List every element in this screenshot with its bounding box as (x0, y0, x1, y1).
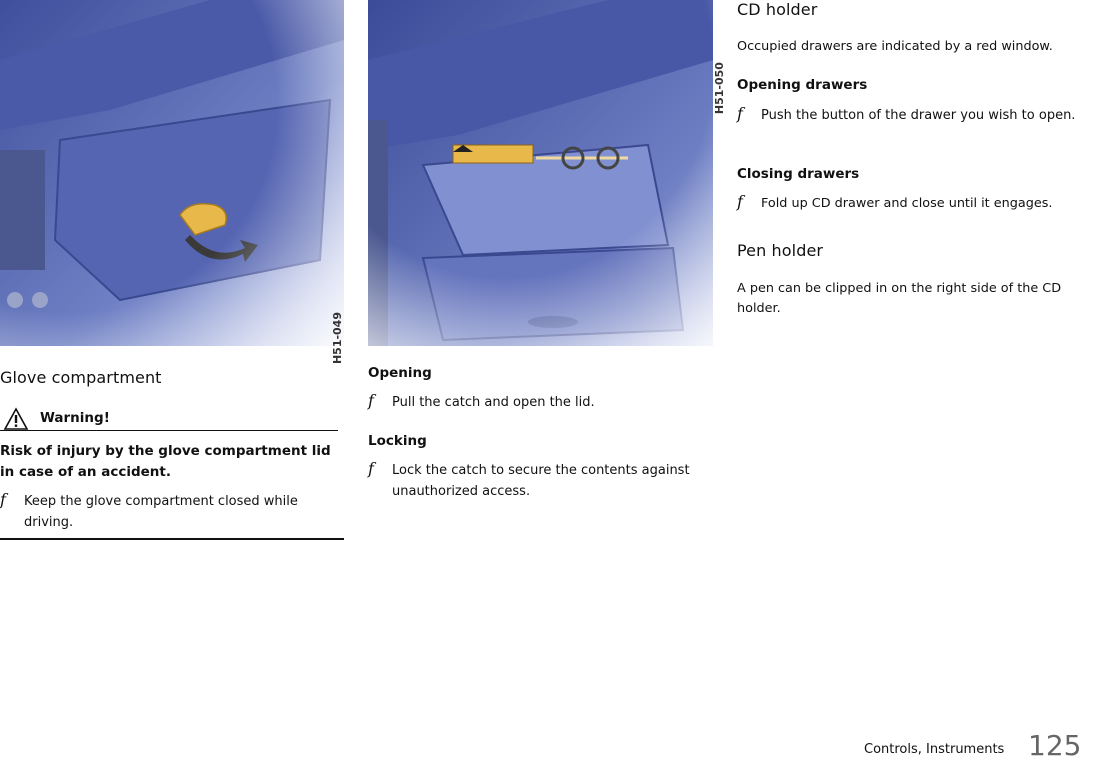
opening-bullet-text: Pull the catch and open the lid. (392, 395, 595, 410)
locking-bullet-text: Lock the catch to secure the contents against unauthorized access. (392, 463, 690, 499)
opening-drawers-heading: Opening drawers (737, 77, 868, 93)
figure-code: H51-050 (713, 62, 726, 115)
opening-heading: Opening (368, 365, 432, 381)
locking-bullet (368, 460, 737, 502)
open-glove-compartment-figure (368, 0, 726, 346)
warning-icon (4, 408, 28, 430)
opening-bullet (368, 392, 737, 413)
bullet-mark: f (0, 490, 6, 509)
bullet-mark: f (368, 391, 374, 410)
footer-section: Controls, Instruments (864, 742, 1005, 757)
warning-header (0, 404, 344, 432)
closing-drawers-text: Fold up CD drawer and close until it engages. (761, 196, 1053, 211)
locking-heading: Locking (368, 433, 427, 449)
closing-drawers-bullet (737, 193, 1104, 214)
warning-text: Risk of injury by the glove compartment lid in case of an accident. (0, 443, 331, 480)
glove-compartment-title: Glove compartment (0, 368, 162, 387)
cd-holder-title: CD holder (737, 0, 818, 19)
bullet-mark: f (368, 459, 374, 478)
closing-drawers-heading: Closing drawers (737, 166, 860, 182)
warning-bullet (0, 491, 344, 533)
page-number: 125 (1028, 729, 1082, 762)
pen-holder-text: A pen can be clipped in on the right side of the CD holder. (737, 281, 1062, 316)
bullet-mark: f (737, 192, 743, 211)
figure-code: H51-049 (331, 312, 344, 365)
opening-drawers-text: Push the button of the drawer you wish to open. (761, 108, 1076, 123)
warning-bottom-rule (0, 538, 344, 540)
opening-drawers-bullet (737, 105, 1096, 126)
warning-bullet-text: Keep the glove compartment closed while driving. (24, 494, 298, 530)
warning-divider (0, 430, 338, 431)
bullet-mark: f (737, 104, 743, 123)
cd-holder-intro: Occupied drawers are indicated by a red window. (737, 39, 1053, 54)
warning-label: Warning! (40, 410, 110, 426)
pen-holder-title: Pen holder (737, 241, 824, 260)
glove-compartment-figure (0, 0, 344, 365)
